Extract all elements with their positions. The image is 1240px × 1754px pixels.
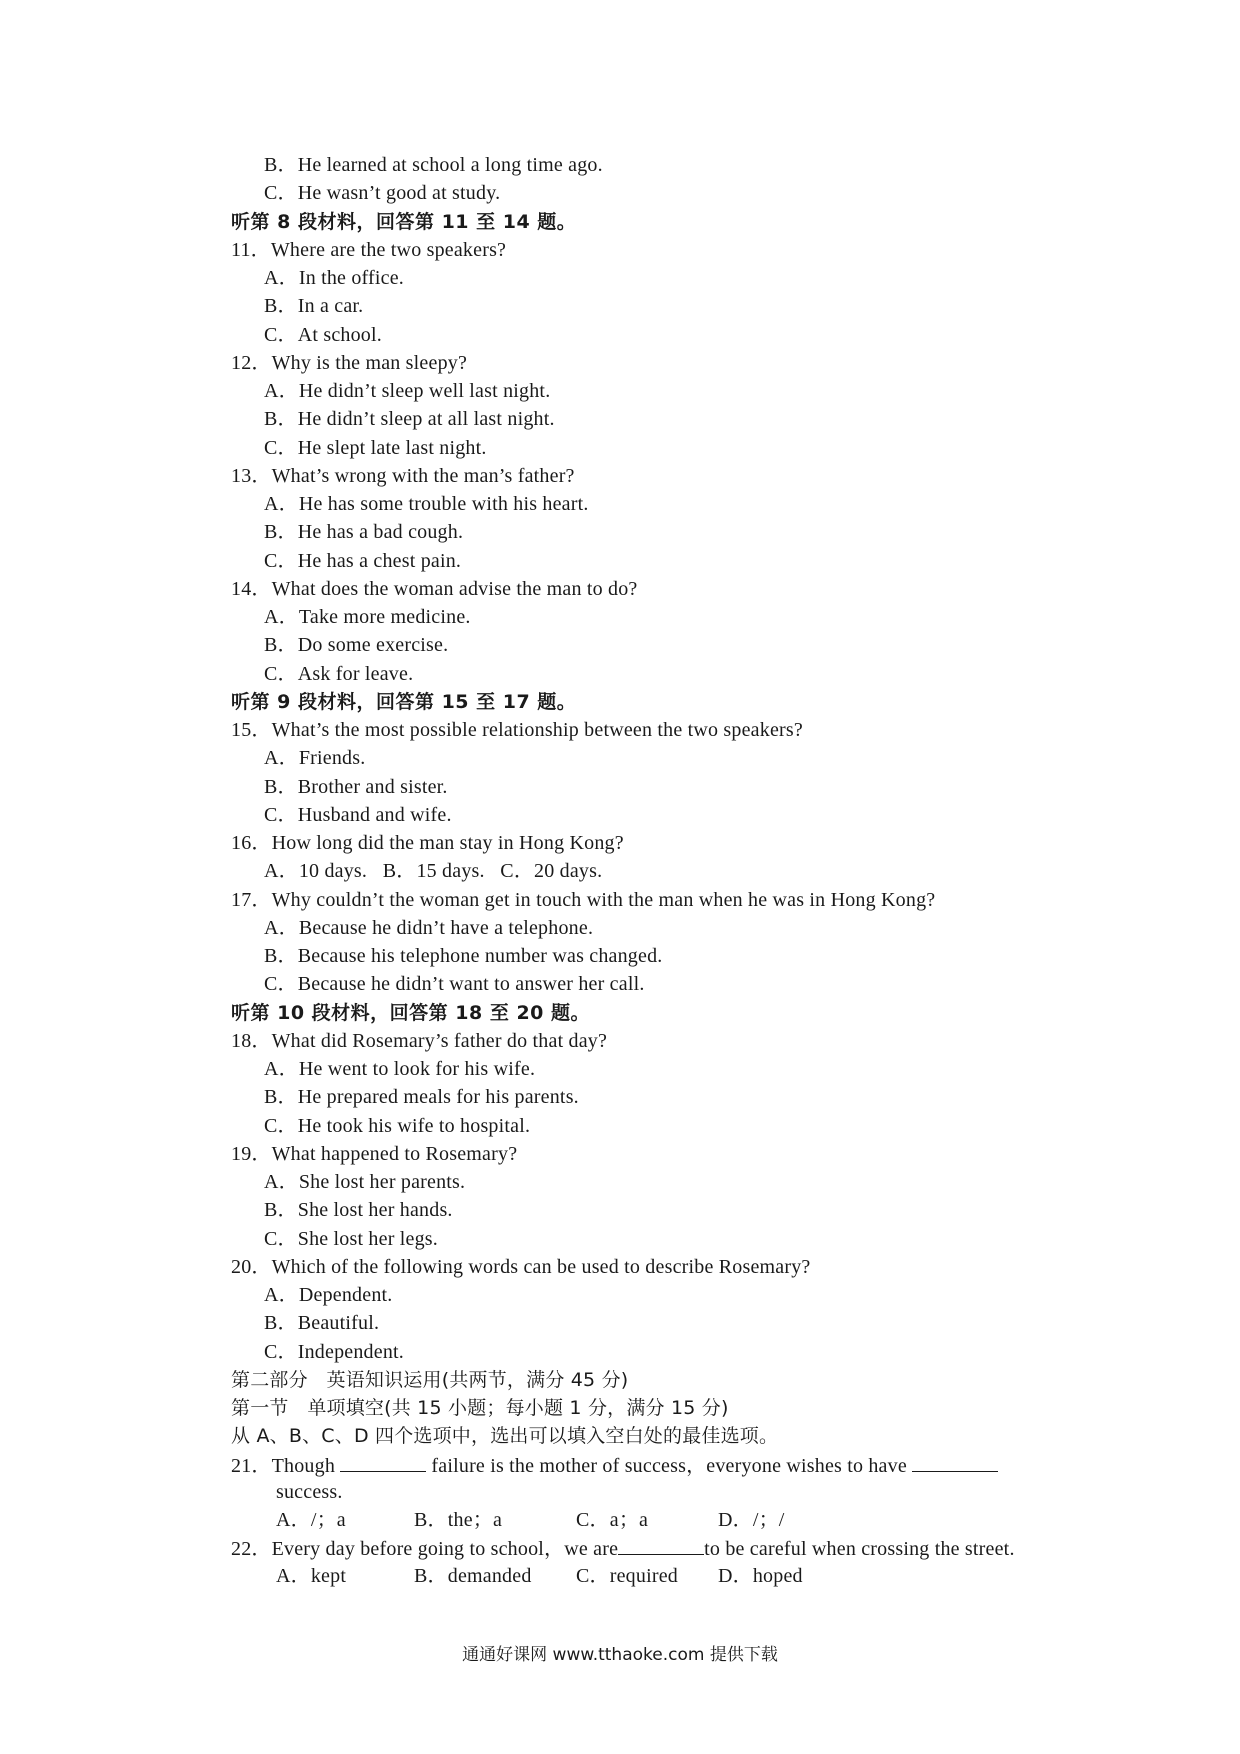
q12-option-a: A．He didn’t sleep well last night. [264,380,551,402]
q12-option-b: B．He didn’t sleep at all last night. [264,408,555,430]
q15-option-c: C．Husband and wife. [264,804,452,826]
question-17: 17．Why couldn’t the woman get in touch with the man when he was in Hong Kong? [231,889,936,911]
question-14: 14．What does the woman advise the man to do? [231,578,638,600]
q22-option-b: B．demanded [414,1565,532,1587]
q17-option-b: B．Because his telephone number was changed. [264,945,663,967]
q14-option-a: A．Take more medicine. [264,606,471,628]
q20-option-a: A．Dependent. [264,1284,393,1306]
q21-continuation: success. [276,1481,343,1503]
q18-option-a: A．He went to look for his wife. [264,1058,536,1080]
q22-option-d: D．hoped [718,1565,803,1587]
q17-option-a: A．Because he didn’t have a telephone. [264,917,594,939]
q11-option-b: B．In a car. [264,295,364,317]
q16-options: A．10 days. B．15 days. C．20 days. [264,860,603,882]
q13-option-a: A．He has some trouble with his heart. [264,493,589,515]
section-heading-material-8: 听第 8 段材料，回答第 11 至 14 题。 [231,211,577,233]
part-two-heading: 第二部分 英语知识运用(共两节，满分 45 分) [231,1369,629,1391]
q19-option-a: A．She lost her parents. [264,1171,466,1193]
q15-option-a: A．Friends. [264,747,366,769]
q11-option-c: C．At school. [264,324,382,346]
q18-option-b: B．He prepared meals for his parents. [264,1086,579,1108]
q21-blank-2 [912,1453,998,1472]
q21-blank-1 [340,1453,426,1472]
q19-option-c: C．She lost her legs. [264,1228,438,1250]
q22-text-end: to be careful when crossing the street. [704,1538,1015,1560]
question-12: 12．Why is the man sleepy? [231,352,468,374]
section-one-heading: 第一节 单项填空(共 15 小题；每小题 1 分，满分 15 分) [231,1397,729,1419]
q14-option-b: B．Do some exercise. [264,634,449,656]
q20-option-c: C．Independent. [264,1341,404,1363]
q11-option-a: A．In the office. [264,267,405,289]
q20-option-b: B．Beautiful. [264,1312,380,1334]
q17-option-c: C．Because he didn’t want to answer her call. [264,973,645,995]
question-21 [231,1453,998,1478]
q22-text-start: 22．Every day before going to school，we are [231,1538,619,1560]
q21-option-a: A．/；a [276,1509,346,1531]
q21-text-start: 21．Though [231,1455,341,1477]
q19-option-b: B．She lost her hands. [264,1199,453,1221]
page-footer: 通通好课网 www.tthaoke.com 提供下载 [462,1645,778,1665]
q10-option-c: C．He wasn’t good at study. [264,182,501,204]
q18-option-c: C．He took his wife to hospital. [264,1115,531,1137]
q13-option-b: B．He has a bad cough. [264,521,464,543]
q14-option-c: C．Ask for leave. [264,663,414,685]
q12-option-c: C．He slept late last night. [264,437,487,459]
q21-option-b: B．the；a [414,1509,503,1531]
q13-option-c: C．He has a chest pain. [264,550,462,572]
question-13: 13．What’s wrong with the man’s father? [231,465,575,487]
q21-option-d: D．/；/ [718,1509,785,1531]
question-19: 19．What happened to Rosemary? [231,1143,518,1165]
question-18: 18．What did Rosemary’s father do that day? [231,1030,608,1052]
question-15: 15．What’s the most possible relationship between the two speakers? [231,719,803,741]
section-heading-material-10: 听第 10 段材料，回答第 18 至 20 题。 [231,1002,591,1024]
q22-blank [618,1536,704,1555]
question-11: 11．Where are the two speakers? [231,239,507,261]
q21-option-c: C．a；a [576,1509,649,1531]
question-16: 16．How long did the man stay in Hong Kong? [231,832,624,854]
q22-option-c: C．required [576,1565,678,1587]
section-heading-material-9: 听第 9 段材料，回答第 15 至 17 题。 [231,691,577,713]
question-22 [231,1536,1015,1561]
question-20: 20．Which of the following words can be used to describe Rosemary? [231,1256,811,1278]
q21-text-middle: failure is the mother of success，everyone wishes to have [426,1455,913,1477]
q15-option-b: B．Brother and sister. [264,776,448,798]
q10-option-b: B．He learned at school a long time ago. [264,154,603,176]
section-one-instructions: 从 A、B、C、D 四个选项中，选出可以填入空白处的最佳选项。 [231,1425,779,1447]
q22-option-a: A．kept [276,1565,347,1587]
